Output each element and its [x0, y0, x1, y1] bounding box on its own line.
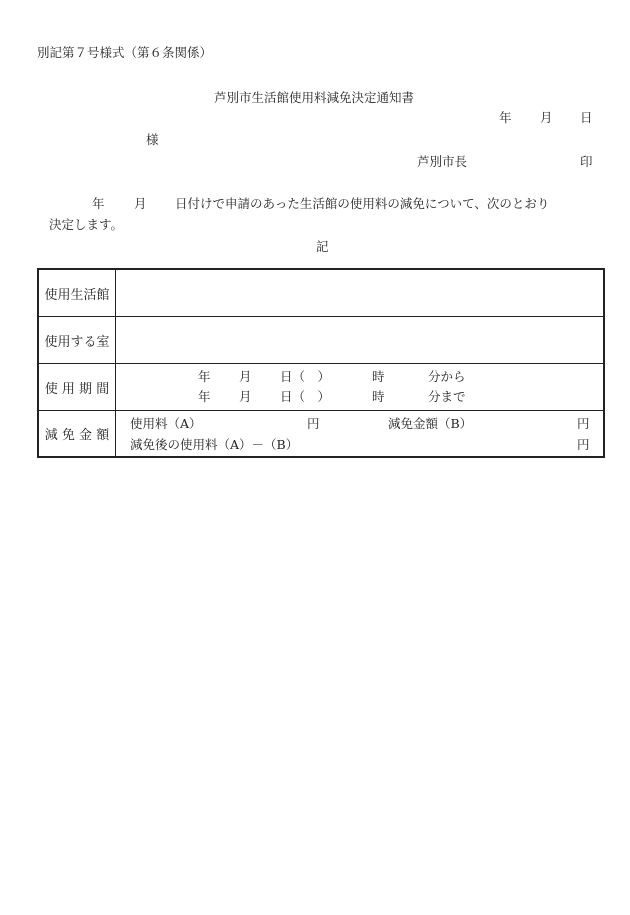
- period-from-day: 日（ ）: [280, 369, 331, 384]
- room-label: 使用する室: [44, 334, 110, 350]
- body-line2: 決定します。: [49, 217, 124, 232]
- period-from-month: 月: [239, 369, 252, 384]
- ki-heading: 記: [316, 239, 329, 254]
- fee-a-yen: 円: [307, 416, 320, 431]
- after-reduction-yen: 円: [577, 437, 590, 452]
- amount-b-label: 減免金額（B）: [388, 416, 473, 431]
- table-row-divider: [39, 410, 603, 411]
- period-from-suffix: 分から: [428, 369, 466, 384]
- date-year: 年: [499, 110, 512, 125]
- document-title: 芦別市生活館使用料減免決定通知書: [214, 90, 415, 105]
- amount-b-yen: 円: [577, 416, 590, 431]
- issuer-name: 芦別市長: [417, 154, 468, 169]
- period-from-year: 年: [198, 369, 211, 384]
- room-value[interactable]: [117, 317, 603, 363]
- body-month: 月: [134, 196, 147, 211]
- date-day: 日: [580, 110, 593, 125]
- period-from-hour: 時: [372, 369, 385, 384]
- period-label: 使 用 期 間: [44, 381, 110, 397]
- form-table: [37, 268, 605, 458]
- facility-label: 使用生活館: [44, 287, 110, 303]
- body-year: 年: [92, 196, 105, 211]
- period-to-hour: 時: [372, 389, 385, 404]
- form-number: 別記第７号様式（第６条関係）: [37, 45, 213, 60]
- period-to-suffix: 分まで: [428, 389, 466, 404]
- issuer-seal: 印: [580, 154, 593, 169]
- period-to-month: 月: [239, 389, 252, 404]
- fee-a-label: 使用料（A）: [130, 416, 202, 431]
- facility-value[interactable]: [117, 270, 603, 316]
- after-reduction-label: 減免後の使用料（A）－（B）: [130, 437, 299, 452]
- reduction-label: 減 免 金 額: [44, 428, 110, 443]
- period-to-year: 年: [198, 389, 211, 404]
- body-line1: 日付けで申請のあった生活館の使用料の減免について、次のとおり: [175, 196, 550, 211]
- date-month: 月: [540, 110, 553, 125]
- table-row-divider: [39, 363, 603, 364]
- addressee-honorific: 様: [146, 132, 159, 147]
- period-to-day: 日（ ）: [280, 389, 331, 404]
